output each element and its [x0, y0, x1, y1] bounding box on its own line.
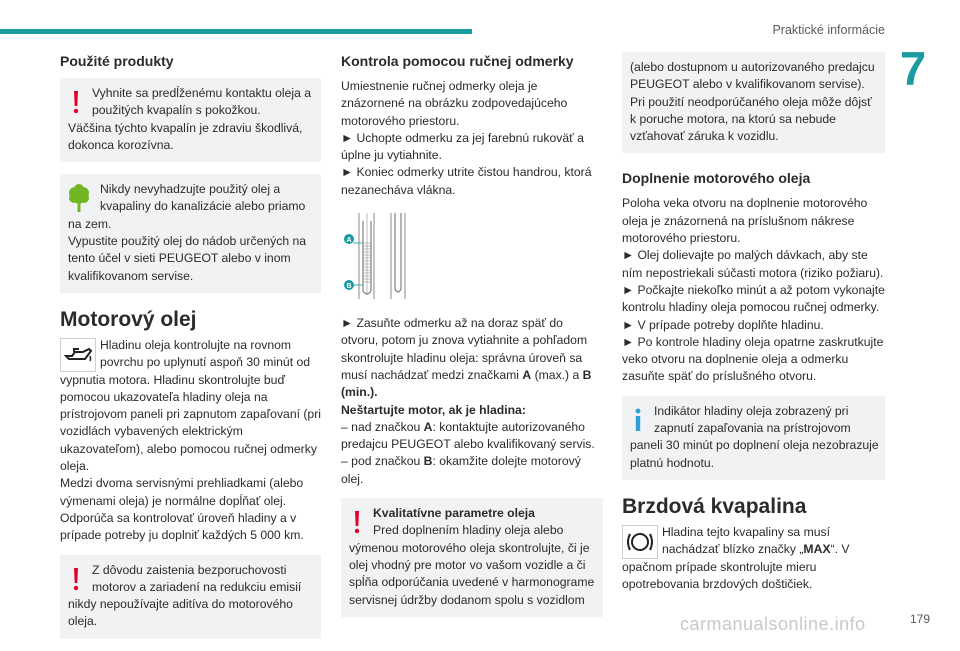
warning-text-indented: Pred doplnením hladiny oleja alebo: [373, 523, 564, 538]
environment-text-1: na zem.: [68, 216, 112, 231]
watermark: carmanualsonline.info: [680, 614, 866, 634]
brake-fluid-intro: [622, 524, 885, 559]
warning-box-oil-quality: [341, 498, 603, 617]
dipstick-step-2: ► Koniec odmerky utrite čistou handrou, ktorá nezanecháva vlákna.: [341, 165, 592, 197]
warning-box-skin-contact: [60, 78, 321, 162]
exclamation-mark-icon: [70, 89, 82, 115]
warning-text: výmenou motorového oleja skontrolujte, či je olej vhodný pre motor vo vašom vozidle a či spĺňa odporúčania uvedené v harmonograme servisnej údržby dodanom spolu s vozidlom: [349, 540, 595, 607]
environment-text-2: Vypustite použitý olej do nádob určených na tento účel v sieti PEUGEOT alebo v inom kvalifikovanom servise.: [68, 234, 307, 283]
mark-a-label: A: [346, 237, 352, 245]
refill-step-4: ► Po kontrole hladiny oleja opatrne zaskrutkujte veko otvoru na doplnenie oleja a odmerku zasuňte späť do príslušného otvoru.: [622, 334, 884, 384]
section-header-title: Praktické informácie: [772, 23, 885, 37]
column-middle: [341, 52, 603, 629]
refill-heading: Doplnenie motorového oleja: [622, 170, 811, 187]
warning-text: nikdy nepoužívajte aditíva do motorového oleja.: [68, 597, 293, 629]
tree-icon: [66, 184, 92, 214]
brake-warning-icon: [622, 525, 658, 559]
brake-text: opačnom prípade skontrolujte mieru opotrebovania brzdových doštičiek.: [622, 559, 817, 591]
engine-oil-text-indented: Hladinu oleja kontrolujte na rovnom povrchu po uplynutí aspoň 30 minút od: [100, 337, 311, 370]
warning-box-additives: [60, 555, 321, 639]
exclamation-mark-icon: [351, 509, 363, 535]
used-products-heading: Použité produkty: [60, 53, 174, 69]
exclamation-mark-icon: [70, 566, 82, 592]
dipstick-intro: Umiestnenie ručnej odmerky oleja je znázornené na obrázku zodpovedajúceho motorového priestoru.: [341, 79, 568, 128]
dipstick-step-3: ► Zasuňte odmerku až na doraz späť do otvoru, potom ju znova vytiahnite a pohľadom skontrolujte hladinu oleja: správna úroveň sa musí nachádzať medzi značkami A (max.) a B (min.).: [341, 316, 592, 400]
engine-oil-heading: Motorový olej: [60, 307, 197, 331]
warning-text-indented: Z dôvodu zaistenia bezporuchovosti motorov a zariadení na redukciu emisií: [92, 562, 302, 594]
refill-intro: Poloha veka otvoru na doplnenie motorového oleja je znázornená na príslušnom nákrese motorového priestoru.: [622, 196, 868, 246]
oil-quality-title: Kvalitatívne parametre oleja: [373, 506, 535, 521]
page-number: 179: [910, 612, 931, 626]
info-text-indented: Indikátor hladiny oleja zobrazený pri zapnutí zapaľovania na prístrojovom: [654, 403, 851, 436]
info-box-oil-indicator: [622, 396, 885, 480]
refill-step-3: ► V prípade potreby doplňte hladinu.: [622, 317, 824, 332]
engine-oil-intro: [60, 337, 321, 372]
brake-fluid-heading: Brzdová kvapalina: [622, 494, 807, 518]
dipstick-warning-bold: Neštartujte motor, ak je hladina:: [341, 402, 526, 417]
chapter-number: 7: [900, 42, 927, 95]
engine-oil-text-1: vypnutia motora. Hladinu skontrolujte buď pomocou ukazovateľa hladiny oleja na prístrojovom paneli pri zapnutom zapaľovaní (pri vozidlách vybavených elektrickým ukazovateľom), alebo pomocou ručnej odmerky oleja.: [60, 372, 321, 474]
refill-step-1: ► Olej dolievajte po malých dávkach, aby ste ním nepostriekali súčasti motora (riziko požiaru).: [622, 248, 884, 280]
mark-b-label: B: [346, 283, 352, 291]
warning-text-indented: Vyhnite sa predĺženému kontaktu oleja a použitých kvapalín s pokožkou.: [92, 86, 312, 118]
column-right: [622, 52, 885, 593]
dipstick-step-1: ► Uchopte odmerku za jej farebnú rukoväť a úplne ju vytiahnite.: [341, 130, 584, 163]
engine-oil-text-2: Medzi dvoma servisnými prehliadkami (alebo výmenami oleja) je normálne dopĺňať olej. Odporúča sa kontrolovať úroveň hladiny a v prípade potreby ju doplniť každých 5 000 km.: [60, 476, 304, 543]
brake-text-indented: Hladina tejto kvapaliny sa musí nachádzať blízko značky „MAX“. V: [662, 524, 850, 557]
dipstick-illustration: [343, 213, 415, 299]
info-i-icon: [632, 407, 644, 433]
dipstick-dash-1: – nad značkou A: kontaktujte autorizovaného predajcu PEUGEOT alebo kvalifikovaný servis.: [341, 419, 595, 452]
dipstick-heading: Kontrola pomocou ručnej odmerky: [341, 53, 574, 69]
info-text: paneli 30 minút po doplnení oleja nezobrazuje platnú hodnotu.: [630, 438, 879, 470]
dipstick-drawing: [343, 213, 415, 299]
warning-box-continued: [622, 52, 885, 153]
warning-text: Väčšina týchto kvapalín je zdraviu škodlivá, dokonca korozívna.: [68, 120, 303, 152]
column-left: [60, 52, 321, 651]
oil-can-icon: [60, 338, 96, 372]
environment-box: [60, 174, 321, 293]
dipstick-dash-2: – pod značkou B: okamžite dolejte motorový olej.: [341, 454, 581, 486]
warning-continued-text: (alebo dostupnom u autorizovaného predajcu PEUGEOT alebo v kvalifikovanom servise). Pri použití neodporúčaného oleja môže dôjsť k poruche motora, na ktorú sa nebude vzťahovať záruka k vozidlu.: [630, 60, 875, 144]
refill-step-2: ► Počkajte niekoľko minút a až potom vykonajte kontrolu hladiny oleja pomocou ručnej odmerky.: [622, 282, 885, 315]
header-accent-bar: [0, 29, 472, 34]
environment-text-indented: Nikdy nevyhadzujte použitý olej a kvapaliny do kanalizácie alebo priamo: [100, 182, 306, 214]
